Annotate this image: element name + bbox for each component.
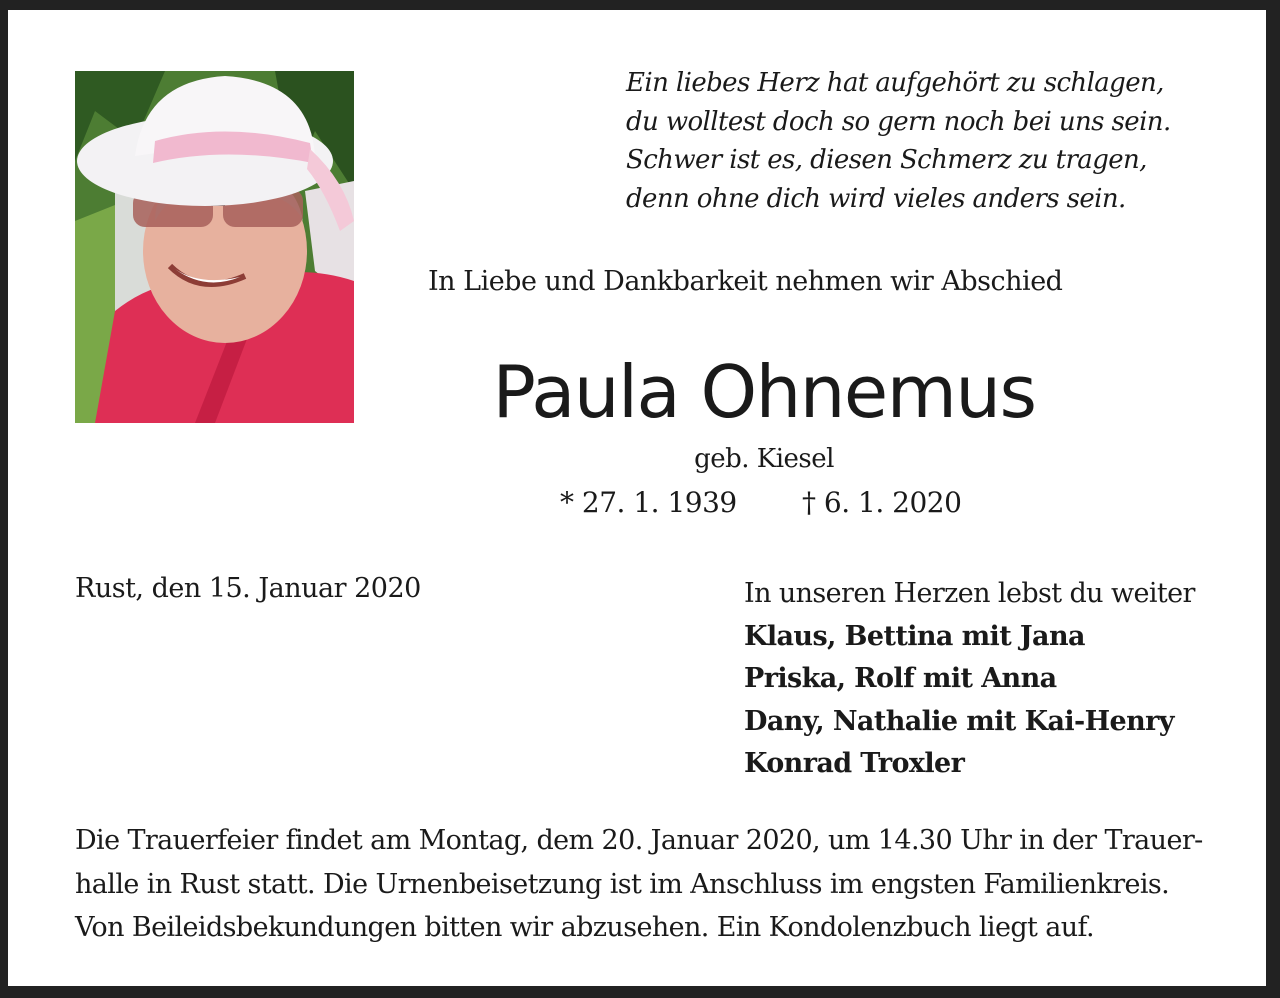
poem-line: denn ohne dich wird vieles anders sein. (626, 183, 1126, 214)
farewell-line: In Liebe und Dankbarkeit nehmen wir Abschied (428, 266, 1063, 297)
poem-line: Ein liebes Herz hat aufgehört zu schlagen, (626, 68, 1164, 98)
mourner-name: Priska, Rolf mit Anna (744, 663, 1057, 695)
notice-line: Von Beileidsbekundungen bitten wir abzusehen. Ein Kondolenzbuch liegt auf. (75, 912, 1094, 943)
mourner-name: Klaus, Bettina mit Jana (744, 620, 1085, 652)
notice-line: Die Trauerfeier findet am Montag, dem 20. Januar 2020, um 14.30 Uhr in der Trauer- (75, 825, 1203, 856)
poem-line: Schwer ist es, diesen Schmerz zu tragen, (626, 145, 1147, 176)
poem-line: du wolltest doch so gern noch bei uns sein. (626, 106, 1171, 137)
mourner-name: Konrad Troxler (744, 748, 965, 780)
maiden-name: geb. Kiesel (694, 444, 834, 474)
mourners-list (744, 573, 1244, 786)
funeral-notice (75, 819, 1235, 950)
birth-date: * 27. 1. 1939 (560, 486, 737, 519)
mourner-name: Dany, Nathalie mit Kai-Henry (744, 705, 1174, 737)
death-date: † 6. 1. 2020 (802, 486, 962, 519)
mourners-intro: In unseren Herzen lebst du weiter (744, 578, 1195, 609)
notice-line: halle in Rust statt. Die Urnenbeisetzung ist im Anschluss im engsten Familienkreis. (75, 868, 1170, 900)
deceased-name: Paula Ohnemus (492, 350, 1036, 434)
place-and-date: Rust, den 15. Januar 2020 (75, 573, 421, 604)
poem (626, 64, 1246, 218)
